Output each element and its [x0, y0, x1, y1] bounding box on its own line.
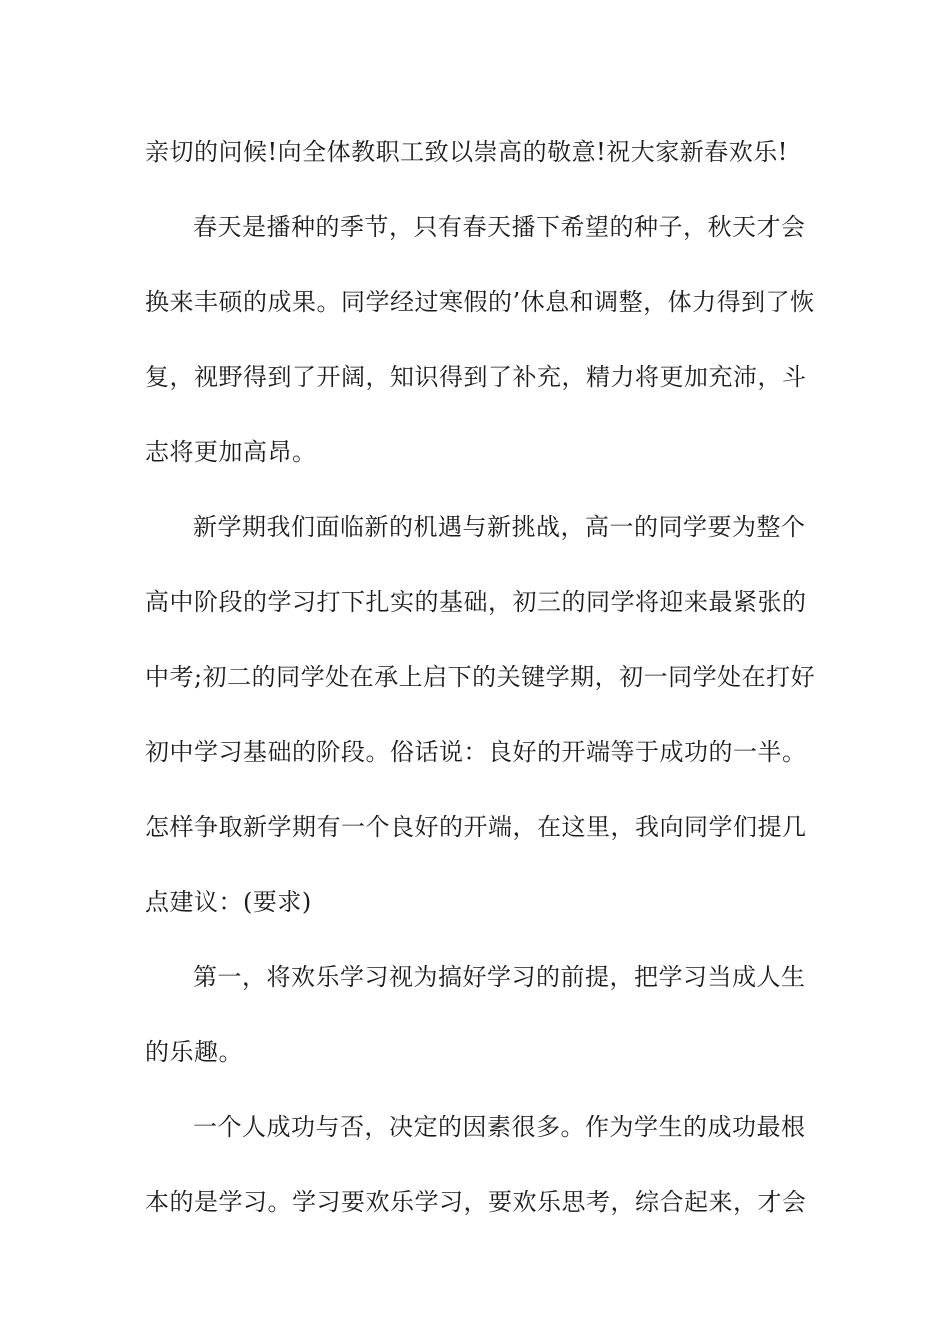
text-line: 点建议：(要求): [145, 888, 312, 916]
text-line: 怎样争取新学期有一个良好的开端，在这里，我向同学们提几: [145, 813, 807, 841]
text-line: 初中学习基础的阶段。俗话说：良好的开端等于成功的一半。: [145, 738, 807, 766]
text-line: 本的是学习。学习要欢乐学习，要欢乐思考，综合起来，才会: [145, 1188, 807, 1216]
paragraph-start-line: 新学期我们面临新的机遇与新挑战，高一的同学要为整个: [193, 513, 806, 541]
text-line: 复，视野得到了开阔，知识得到了补充，精力将更加充沛，斗: [145, 363, 807, 391]
text-line: 换来丰硕的成果。同学经过寒假的’休息和调整，体力得到了恢: [145, 288, 815, 316]
text-line: 高中阶段的学习打下扎实的基础，初三的同学将迎来最紧张的: [145, 588, 807, 616]
paragraph-start-line: 春天是播种的季节，只有春天播下希望的种子，秋天才会: [193, 213, 806, 241]
text-line: 的乐趣。: [145, 1038, 243, 1066]
text-line: 亲切的问候!向全体教职工致以崇高的敬意!祝大家新春欢乐!: [145, 138, 788, 166]
paragraph-start-line: 第一，将欢乐学习视为搞好学习的前提，把学习当成人生: [193, 963, 806, 991]
text-line: 中考;初二的同学处在承上启下的关键学期，初一同学处在打好: [145, 663, 816, 691]
text-line: 志将更加高昂。: [145, 438, 317, 466]
paragraph-start-line: 一个人成功与否，决定的因素很多。作为学生的成功最根: [193, 1113, 806, 1141]
